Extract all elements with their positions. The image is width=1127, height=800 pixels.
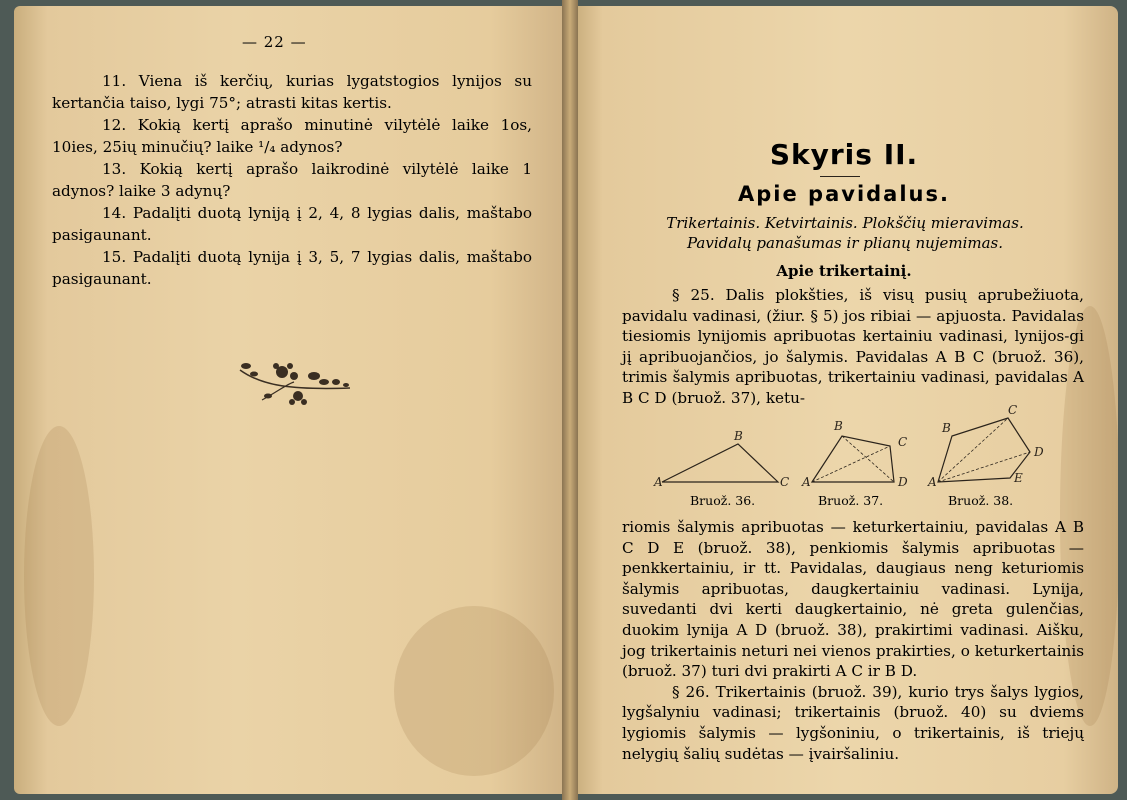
chapter-heading: Skyris II. xyxy=(769,138,919,171)
chapter-topics xyxy=(600,213,1090,253)
fig38-label-b: B xyxy=(942,421,951,435)
topics-line-1: Trikertainis. Ketvirtainis. Plokščių mieravimas. xyxy=(666,214,1024,232)
caption-figure-38: Bruož. 38. xyxy=(948,493,1014,508)
floral-ornament-icon xyxy=(232,352,357,412)
fig37-label-a: A xyxy=(802,475,811,489)
page-number: — 22 — xyxy=(242,33,307,51)
figure-38-pentagon xyxy=(924,400,1054,490)
exercise-list xyxy=(52,70,532,290)
caption-figure-36: Bruož. 36. xyxy=(690,493,756,508)
fig37-label-c: C xyxy=(898,435,908,449)
paragraph-26-text: § 26. Trikertainis (bruož. 39), kurio trys šalys lygios, lygšalyniu vadinasi; trikertainis (bruož. 40) su dviems lygiomis šalymis — lygšoniniu, o trikertainis, iš triejų nelygių šalių sudėtas — įvairšaliniu. xyxy=(622,682,1084,763)
paragraph-25-text: § 25. Dalis plokšties, iš visų pusių aprubežiuota, pavidalu vadinasi, (žiur. § 5) jos ribiai — apjuosta. Pavidalas tiesiomis lynijomis apribuotas kertainiu vadinasi, lynijos-gi jį apribuojančios, jo šalymis. Pavidalas A B C (bruož. 36), trimis šalymis apribuotas, trikertainiu vadinasi, pavidalas A B C D (bruož. 37), ketu- xyxy=(622,286,1084,407)
paragraph-25 xyxy=(622,285,1084,409)
exercise-15: 15. Padalįti duotą lynija į 3, 5, 7 lygias dalis, maštabo pasigaunant. xyxy=(52,248,532,288)
paragraph-25-continued-text: riomis šalymis apribuotas — keturkertainiu, pavidalas A B C D E (bruož. 38), penkiomis šalymis apribuotas — penkkertainiu, ir tt. Pavidalas, daugiaus neng keturiomis šalymis apribuotas, daugkertainiu vadinasi. Lynija, suvedanti dvi kerti daugkertainio, nė greta gulenčias, duokim lynija A D (bruož. 38), prakirtimi vadinasi. Aišku, jog trikertainis neturi nei vienos prakirties, o keturkertainis (bruož. 37) turi dvi prakirti A C ir B D. xyxy=(622,518,1084,681)
exercise-13: 13. Kokią kertį aprašo laikrodinė vilytėlė laike 1 adynos? laike 3 adynų? xyxy=(52,160,532,200)
fig37-label-d: D xyxy=(898,475,908,489)
fig38-label-e: E xyxy=(1014,471,1023,485)
figure-37-quadrilateral xyxy=(798,410,918,490)
exercise-11: 11. Viena iš kerčių, kurias lygatstogios lynijos su kertančia taiso, lygi 75°; atrasti kitas kertis. xyxy=(52,72,532,112)
figure-36-triangle xyxy=(650,410,790,490)
paragraph-25-continued xyxy=(622,517,1084,764)
exercise-14: 14. Padalįti duotą lyniją į 2, 4, 8 lygias dalis, maštabo pasigaunant. xyxy=(52,204,532,244)
topics-line-2: Pavidalų panašumas ir plianų nujemimas. xyxy=(686,234,1003,252)
fig36-label-a: A xyxy=(654,475,663,489)
fig38-label-c: C xyxy=(1008,403,1018,417)
section-title: Apie trikertainį. xyxy=(776,262,912,280)
fig38-label-d: D xyxy=(1034,445,1044,459)
book-spine xyxy=(562,0,578,800)
fig38-label-a: A xyxy=(928,475,937,489)
caption-figure-37: Bruož. 37. xyxy=(818,493,884,508)
fig36-label-c: C xyxy=(780,475,790,489)
exercise-12: 12. Kokią kertį aprašo minutinė vilytėlė laike 1os, 10ies, 25ių minučių? laike ¹/₄ adynos? xyxy=(52,116,532,156)
chapter-subtitle: Apie pavidalus. xyxy=(738,182,950,206)
chapter-divider xyxy=(820,176,860,179)
fig37-label-b: B xyxy=(834,419,843,433)
fig36-label-b: B xyxy=(734,429,743,443)
